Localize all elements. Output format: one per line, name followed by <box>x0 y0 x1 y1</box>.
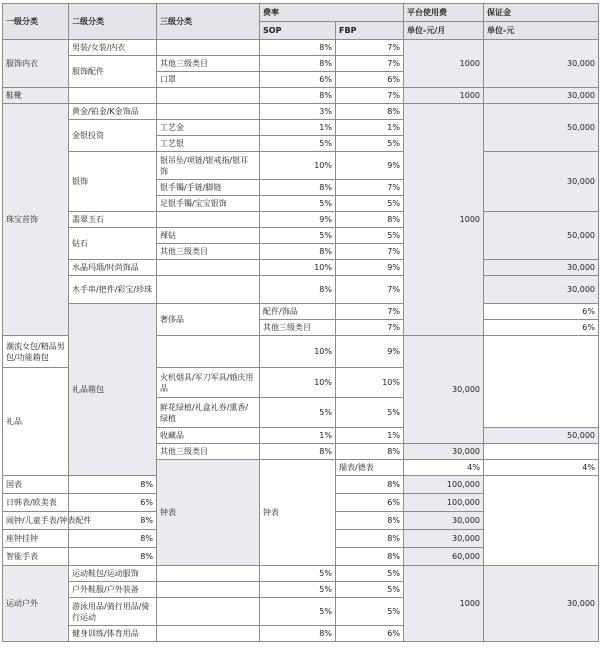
subcategory-luxury: 奢侈品 <box>157 304 260 336</box>
subcategory-wood: 木手串/把件/彩宝/珍珠 <box>69 276 157 304</box>
sop-rate: 8% <box>260 88 336 104</box>
fbp-rate: 8% <box>336 548 404 566</box>
deposit: 30,000 <box>484 88 599 104</box>
header-fee: 平台使用费 <box>404 4 484 22</box>
third-category: 闹钟/儿童手表/钟表配件 <box>3 512 69 530</box>
third-category: 银吊坠/项链/银戒指/银耳饰 <box>157 152 260 180</box>
header-fee-unit: 单位-元/月 <box>404 22 484 40</box>
third-category: 工艺银 <box>157 136 260 152</box>
fee-table-sheet <box>2 3 598 650</box>
fbp-rate: 1% <box>336 120 404 136</box>
fbp-rate: 8% <box>336 530 404 548</box>
sop-rate: 8% <box>69 512 157 530</box>
third-category: 其他三级类目 <box>157 244 260 260</box>
sop-rate: 1% <box>260 428 336 444</box>
subcategory-fitness: 健身训练/体育用品 <box>69 626 157 642</box>
fbp-rate: 4% <box>484 460 599 476</box>
third-category-empty <box>157 260 260 276</box>
header-rate: 费率 <box>260 4 404 22</box>
header-sop: SOP <box>260 22 336 40</box>
category-jewelry: 珠宝首饰 <box>3 104 69 336</box>
subcategory-swim: 游泳用品/骑行用品/骑行运动 <box>69 598 157 626</box>
subcategory-clothes: 男装/女装/内衣 <box>69 40 157 56</box>
deposit: 30,000 <box>484 40 599 88</box>
sop-rate: 8% <box>260 180 336 196</box>
fbp-rate: 9% <box>336 336 404 368</box>
sop-rate: 8% <box>69 548 157 566</box>
fbp-rate: 6% <box>336 626 404 642</box>
subcategory-silver: 银饰 <box>69 152 157 212</box>
sop-rate: 8% <box>260 244 336 260</box>
header-fbp: FBP <box>336 22 404 40</box>
deposit: 50,000 <box>484 212 599 260</box>
third-category-empty <box>157 626 260 642</box>
table-row <box>3 40 599 56</box>
third-category: 足银手镯/宝宝银饰 <box>157 196 260 212</box>
subcategory-empty <box>69 88 157 104</box>
deposit: 30,000 <box>484 276 599 304</box>
subcategory-gift: 礼品 <box>3 368 69 476</box>
fbp-rate: 9% <box>336 260 404 276</box>
subcategory-jade: 翡翠玉石 <box>69 212 157 228</box>
sop-rate: 5% <box>260 398 336 428</box>
category-apparel: 服饰内衣 <box>3 40 69 88</box>
sop-rate: 8% <box>260 40 336 56</box>
header-deposit-unit: 单位-元 <box>484 22 599 40</box>
sop-rate: 7% <box>336 304 404 320</box>
fbp-rate: 5% <box>336 598 404 626</box>
fbp-rate: 6% <box>336 494 404 512</box>
header-c1: 一级分类 <box>3 4 69 40</box>
subcategory-bags: 潮流女包/精品男包/功能箱包 <box>3 336 69 368</box>
third-category: 工艺金 <box>157 120 260 136</box>
third-category-empty <box>157 88 260 104</box>
fbp-rate: 8% <box>336 212 404 228</box>
header-deposit: 保证金 <box>484 4 599 22</box>
category-gifts: 礼品箱包 <box>69 304 157 476</box>
sop-rate: 8% <box>260 444 336 460</box>
sop-rate: 6% <box>260 72 336 88</box>
fbp-rate: 5% <box>336 398 404 428</box>
third-category: 收藏品 <box>157 428 260 444</box>
fbp-rate: 7% <box>336 180 404 196</box>
platform-fee: 1000 <box>404 40 484 88</box>
third-category: 其他三级类目 <box>157 56 260 72</box>
third-category-empty <box>157 566 260 582</box>
deposit: 30,000 <box>484 260 599 276</box>
sop-rate: 10% <box>260 152 336 180</box>
fbp-rate: 6% <box>484 320 599 336</box>
subcategory-watch: 钟表 <box>260 460 336 566</box>
sop-rate: 9% <box>260 212 336 228</box>
sop-rate: 10% <box>260 260 336 276</box>
deposit: 30,000 <box>404 336 484 444</box>
table-row <box>3 212 599 228</box>
sop-rate: 3% <box>260 104 336 120</box>
category-sports: 运动户外 <box>3 566 69 642</box>
sop-rate: 8% <box>260 276 336 304</box>
third-category-empty <box>157 598 260 626</box>
platform-fee: 1000 <box>404 566 484 642</box>
third-category: 日韩表/欧美表 <box>3 494 69 512</box>
third-category: 银手镯/手链/脚链 <box>157 180 260 196</box>
third-category-empty <box>157 336 260 368</box>
table-row <box>3 304 599 320</box>
deposit: 30,000 <box>404 530 484 548</box>
fbp-rate: 5% <box>336 196 404 212</box>
sop-rate: 5% <box>260 196 336 212</box>
sop-rate: 4% <box>404 460 484 476</box>
sop-rate: 5% <box>260 598 336 626</box>
header-row-1 <box>3 4 599 22</box>
sop-rate: 1% <box>260 120 336 136</box>
subcategory-crystal: 水晶玛瑙/时尚饰品 <box>69 260 157 276</box>
fbp-rate: 1% <box>336 428 404 444</box>
fbp-rate: 5% <box>336 566 404 582</box>
deposit: 50,000 <box>484 104 599 152</box>
fbp-rate: 6% <box>336 72 404 88</box>
fbp-rate: 7% <box>336 88 404 104</box>
table-row <box>3 88 599 104</box>
fbp-rate: 8% <box>336 512 404 530</box>
subcategory-outdoor: 户外鞋服/户外装备 <box>69 582 157 598</box>
subcategory-accessory: 服饰配件 <box>69 56 157 88</box>
deposit: 30,000 <box>484 566 599 642</box>
third-category: 配件/饰品 <box>260 304 336 320</box>
sop-rate: 8% <box>69 476 157 494</box>
third-category-empty <box>157 104 260 120</box>
third-category-empty <box>157 582 260 598</box>
third-category-empty <box>157 40 260 56</box>
fbp-rate: 7% <box>336 40 404 56</box>
deposit: 30,000 <box>404 512 484 530</box>
third-category: 智能手表 <box>3 548 69 566</box>
subcategory-gold-invest: 金银投资 <box>69 120 157 152</box>
category-shoes: 鞋靴 <box>3 88 69 104</box>
platform-fee: 1000 <box>404 104 484 336</box>
sop-rate: 5% <box>260 566 336 582</box>
deposit: 100,000 <box>404 476 484 494</box>
deposit: 60,000 <box>404 548 484 566</box>
third-category: 瑞表/德表 <box>336 460 404 476</box>
sop-rate: 7% <box>336 320 404 336</box>
third-category: 口罩 <box>157 72 260 88</box>
sop-rate: 8% <box>260 56 336 72</box>
third-category: 鲜花绿植/礼盒礼券/熏香/绿植 <box>157 398 260 428</box>
deposit: 100,000 <box>404 494 484 512</box>
fbp-rate: 7% <box>336 56 404 72</box>
header-c3: 三级分类 <box>157 4 260 40</box>
fbp-rate: 5% <box>336 582 404 598</box>
fbp-rate: 10% <box>336 368 404 398</box>
fbp-rate: 7% <box>336 244 404 260</box>
deposit: 30,000 <box>484 152 599 212</box>
deposit: 30,000 <box>404 444 484 460</box>
subcategory-diamond: 钻石 <box>69 228 157 260</box>
fbp-rate: 5% <box>336 136 404 152</box>
third-category-empty <box>157 276 260 304</box>
sop-rate: 6% <box>69 494 157 512</box>
fbp-rate: 8% <box>336 476 404 494</box>
platform-fee: 1000 <box>404 88 484 104</box>
table-row <box>3 152 599 180</box>
sop-rate: 10% <box>260 368 336 398</box>
third-category: 座钟挂钟 <box>3 530 69 548</box>
sop-rate: 5% <box>260 228 336 244</box>
sop-rate: 10% <box>260 336 336 368</box>
table-row <box>3 566 599 582</box>
third-category: 国表 <box>3 476 69 494</box>
fbp-rate: 8% <box>336 104 404 120</box>
sop-rate: 5% <box>260 136 336 152</box>
third-category: 裸钻 <box>157 228 260 244</box>
fbp-rate: 9% <box>336 152 404 180</box>
deposit: 50,000 <box>484 428 599 444</box>
table-row <box>3 104 599 120</box>
third-category: 火机烟具/军刀军具/婚庆用品 <box>157 368 260 398</box>
fee-table <box>2 3 599 642</box>
subcategory-sports-bags: 运动鞋包/运动服饰 <box>69 566 157 582</box>
third-category: 其他三级类目 <box>260 320 336 336</box>
header-c2: 二级分类 <box>69 4 157 40</box>
third-category: 其他三级类目 <box>157 444 260 460</box>
fbp-rate: 8% <box>336 444 404 460</box>
fbp-rate: 5% <box>336 228 404 244</box>
sop-rate: 8% <box>69 530 157 548</box>
table-row <box>3 260 599 276</box>
sop-rate: 5% <box>260 582 336 598</box>
fbp-rate: 7% <box>336 276 404 304</box>
subcategory-gold: 黄金/铂金/K金饰品 <box>69 104 157 120</box>
fbp-rate: 6% <box>484 304 599 320</box>
sop-rate: 8% <box>260 626 336 642</box>
table-row <box>3 276 599 304</box>
third-category-empty <box>157 212 260 228</box>
category-watch: 钟表 <box>157 460 260 566</box>
